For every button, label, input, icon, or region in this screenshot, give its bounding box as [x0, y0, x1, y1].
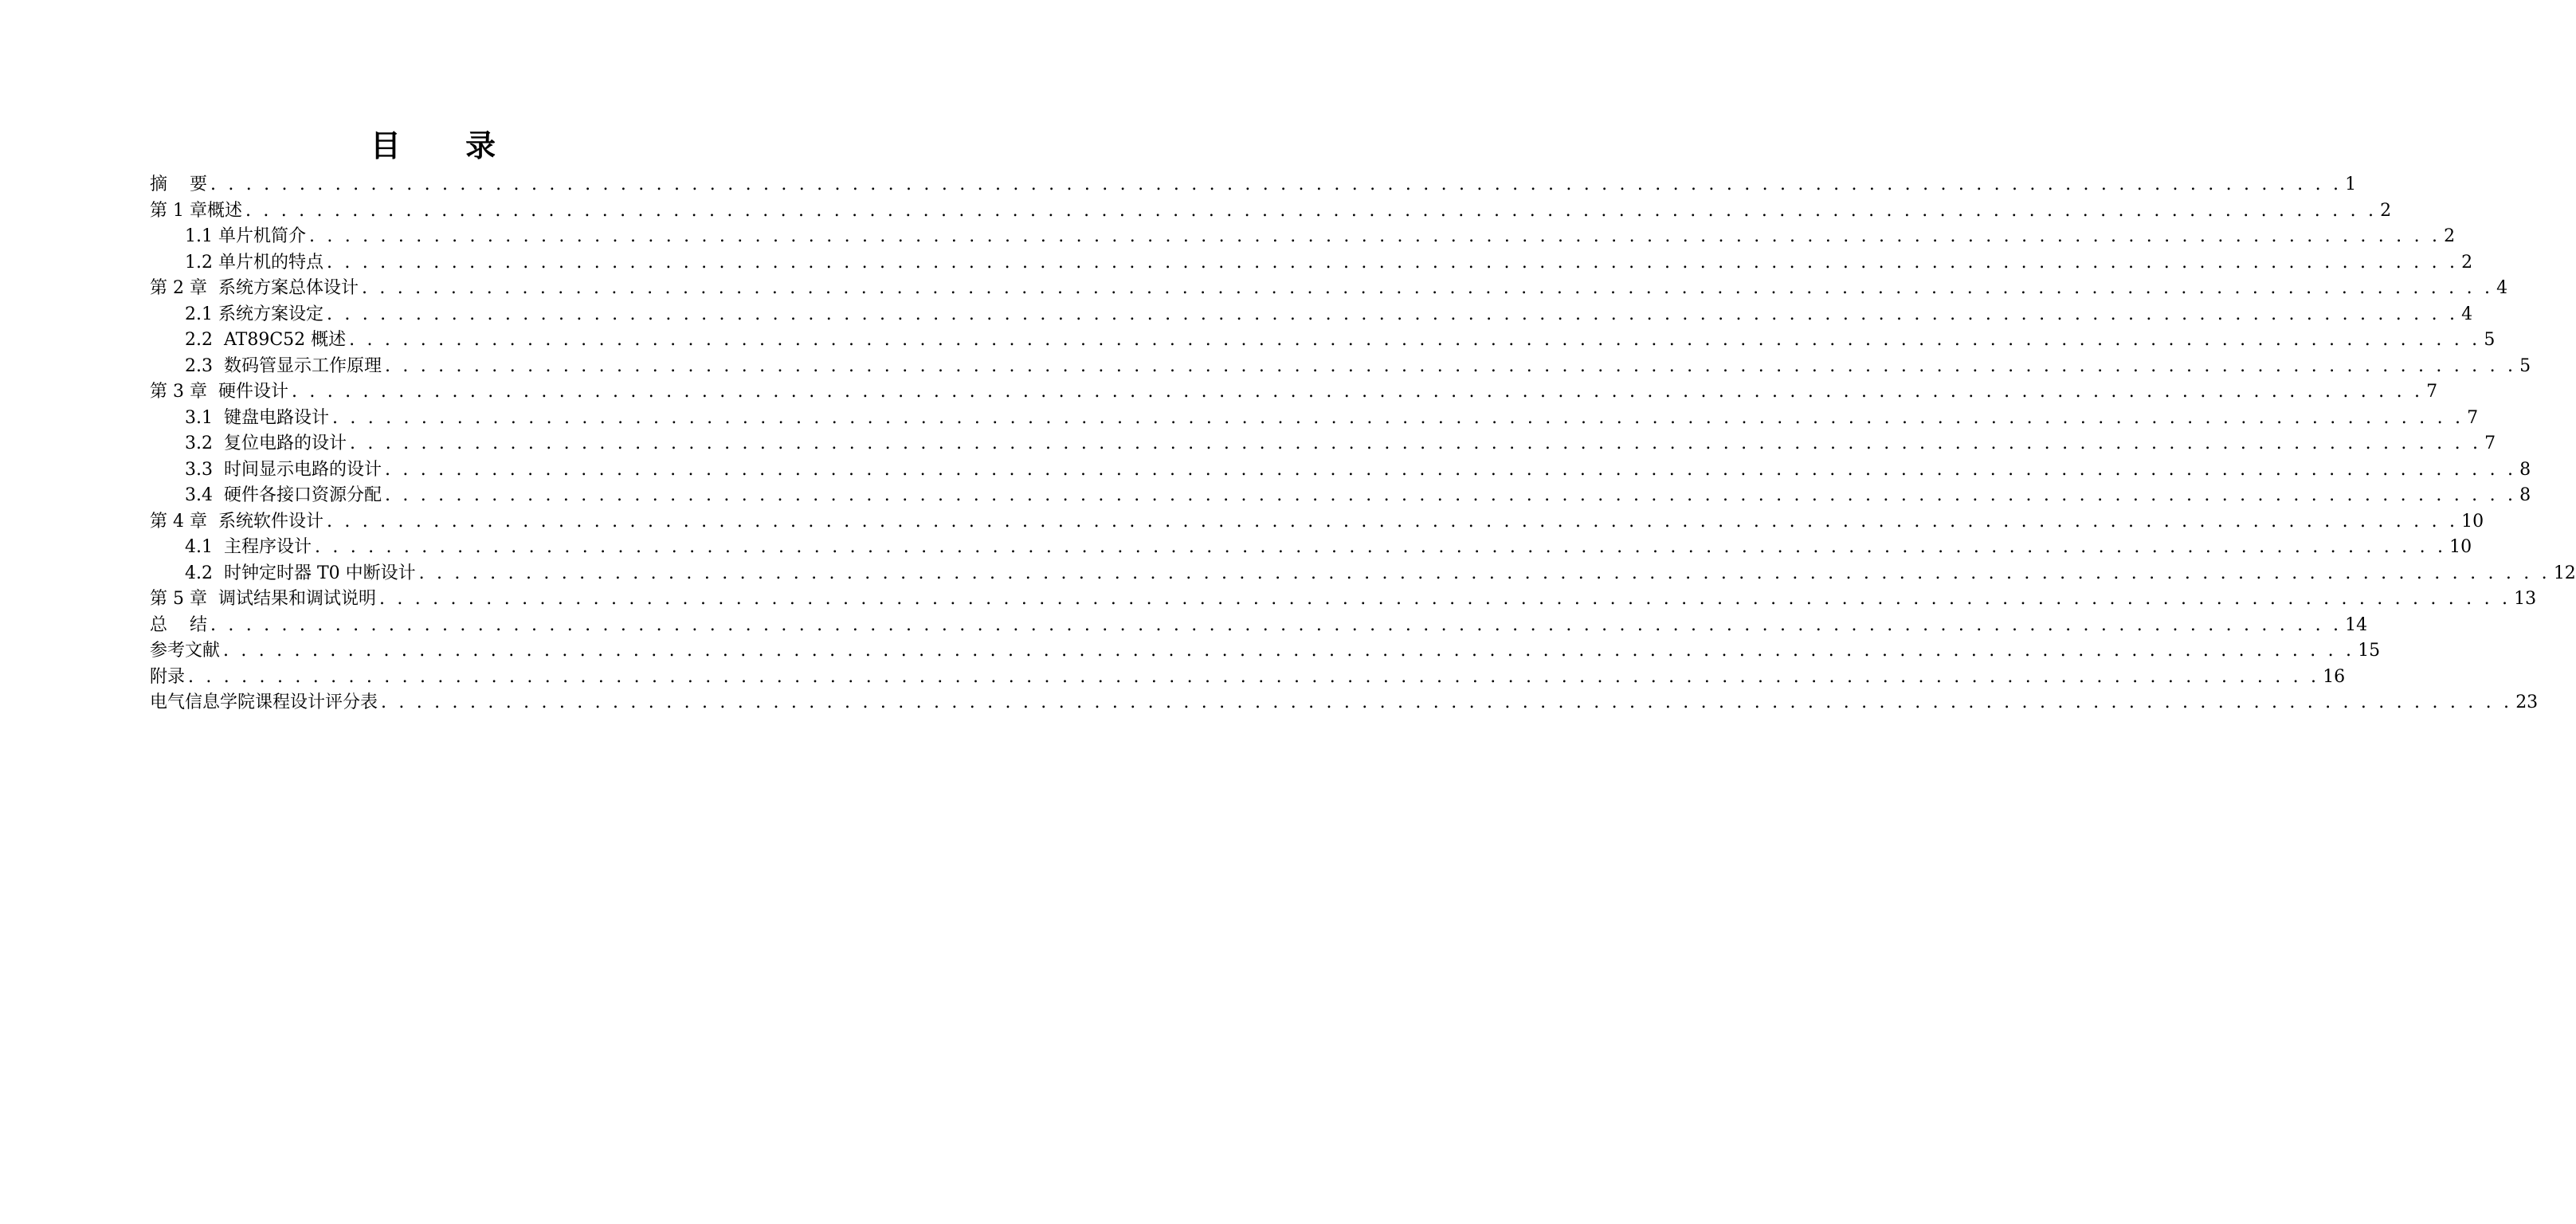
toc-dot-leader: . . . . . . . . . . . . . . . . . . . . . . . . . . . . . . . . . . . . . . . . . . . . . . . . . . . . . . . . . . . . . . . . . . . . . . . . . . . . . . . . . . . . . . . . . . . . . . . . . . . . . . . . . . . . . . . . . . . . . . . . — [349, 330, 2481, 350]
toc-entry-label: 摘 要 — [150, 175, 207, 194]
toc-page-number: 2 — [2444, 226, 2456, 246]
toc-entry-label: 1.2 单片机的特点 — [185, 252, 323, 273]
toc-chapter-entry[interactable] — [150, 198, 2392, 225]
toc-page-number: 5 — [2519, 355, 2531, 376]
toc-subsection-entry[interactable] — [150, 224, 2456, 250]
toc-dot-leader: . . . . . . . . . . . . . . . . . . . . . . . . . . . . . . . . . . . . . . . . . . . . . . . . . . . . . . . . . . . . . . . . . . . . . . . . . . . . . . . . . . . . . . . . . . . . . . . . . . . . . . . . . . . . . . . . . . . . . . . . — [381, 692, 2513, 712]
toc-entry-label: 3.2 复位电路的设计 — [185, 434, 347, 453]
toc-page-number: 1 — [2345, 175, 2357, 194]
toc-subsection-entry[interactable] — [150, 561, 2576, 587]
toc-page-number: 5 — [2484, 330, 2496, 350]
toc-dot-leader: . . . . . . . . . . . . . . . . . . . . . . . . . . . . . . . . . . . . . . . . . . . . . . . . . . . . . . . . . . . . . . . . . . . . . . . . . . . . . . . . . . . . . . . . . . . . . . . . . . . . . . . . . . . . . . . . . . . . . . . . — [326, 304, 2459, 324]
toc-chapter-entry[interactable] — [150, 638, 2381, 665]
toc-page-number: 4 — [2461, 304, 2473, 324]
toc-chapter-entry[interactable] — [150, 586, 2537, 613]
toc-entry-label: 4.1 主程序设计 — [185, 537, 312, 557]
toc-subsection-entry[interactable] — [150, 431, 2496, 457]
toc-dot-leader: . . . . . . . . . . . . . . . . . . . . . . . . . . . . . . . . . . . . . . . . . . . . . . . . . . . . . . . . . . . . . . . . . . . . . . . . . . . . . . . . . . . . . . . . . . . . . . . . . . . . . . . . . . . . . . . . . . . . . . . . — [291, 382, 2424, 402]
toc-page-number: 7 — [2467, 407, 2479, 428]
toc-subsection-entry[interactable] — [150, 354, 2531, 380]
toc-chapter-entry[interactable] — [150, 172, 2357, 198]
toc-page-number: 2 — [2380, 200, 2392, 221]
toc-chapter-entry[interactable] — [150, 379, 2438, 406]
toc-subsection-entry[interactable] — [150, 302, 2473, 328]
toc-entry-label: 4.2 时钟定时器 T0 中断设计 — [185, 563, 416, 583]
toc-dot-leader: . . . . . . . . . . . . . . . . . . . . . . . . . . . . . . . . . . . . . . . . . . . . . . . . . . . . . . . . . . . . . . . . . . . . . . . . . . . . . . . . . . . . . . . . . . . . . . . . . . . . . . . . . . . . . . . . . . . . . . . . — [384, 485, 2517, 505]
toc-dot-leader: . . . . . . . . . . . . . . . . . . . . . . . . . . . . . . . . . . . . . . . . . . . . . . . . . . . . . . . . . . . . . . . . . . . . . . . . . . . . . . . . . . . . . . . . . . . . . . . . . . . . . . . . . . . . . . . . . . . . . . . . — [314, 537, 2447, 557]
toc-entry-label: 3.4 硬件各接口资源分配 — [185, 485, 382, 505]
toc-subsection-entry[interactable] — [150, 406, 2479, 432]
toc-entry-label: 参考文献 — [150, 641, 221, 661]
toc-page-number: 13 — [2514, 589, 2537, 609]
toc-page-number: 23 — [2515, 692, 2539, 712]
toc-page-number: 7 — [2484, 434, 2496, 453]
toc-entry-label: 总 结 — [150, 614, 207, 635]
toc-dot-leader: . . . . . . . . . . . . . . . . . . . . . . . . . . . . . . . . . . . . . . . . . . . . . . . . . . . . . . . . . . . . . . . . . . . . . . . . . . . . . . . . . . . . . . . . . . . . . . . . . . . . . . . . . . . . . . . . . . . . . . . . — [418, 563, 2551, 583]
toc-entry-label: 第 4 章 系统软件设计 — [150, 511, 323, 532]
toc-dot-leader: . . . . . . . . . . . . . . . . . . . . . . . . . . . . . . . . . . . . . . . . . . . . . . . . . . . . . . . . . . . . . . . . . . . . . . . . . . . . . . . . . . . . . . . . . . . . . . . . . . . . . . . . . . . . . . . . . . . . . . . . — [326, 511, 2459, 532]
toc-page-number: 15 — [2358, 641, 2381, 661]
toc-entry-label: 电气信息学院课程设计评分表 — [150, 692, 378, 712]
toc-subsection-entry[interactable] — [150, 483, 2531, 509]
toc-page-number: 16 — [2323, 666, 2346, 687]
toc-entry-label: 2.1 系统方案设定 — [185, 304, 323, 324]
table-of-contents — [150, 172, 2576, 716]
toc-subsection-entry[interactable] — [150, 535, 2472, 561]
toc-entry-label: 第 2 章 系统方案总体设计 — [150, 278, 359, 298]
toc-page-number: 12 — [2553, 563, 2576, 583]
toc-subsection-entry[interactable] — [150, 328, 2496, 354]
toc-entry-label: 第 3 章 硬件设计 — [150, 382, 288, 402]
toc-dot-leader: . . . . . . . . . . . . . . . . . . . . . . . . . . . . . . . . . . . . . . . . . . . . . . . . . . . . . . . . . . . . . . . . . . . . . . . . . . . . . . . . . . . . . . . . . . . . . . . . . . . . . . . . . . . . . . . . . . . . . . . . — [349, 434, 2482, 453]
toc-page-number: 10 — [2461, 511, 2484, 532]
toc-dot-leader: . . . . . . . . . . . . . . . . . . . . . . . . . . . . . . . . . . . . . . . . . . . . . . . . . . . . . . . . . . . . . . . . . . . . . . . . . . . . . . . . . . . . . . . . . . . . . . . . . . . . . . . . . . . . . . . . . . . . . . . . — [245, 200, 2378, 221]
toc-page-number: 14 — [2345, 614, 2368, 635]
toc-page-number: 2 — [2461, 252, 2473, 273]
toc-entry-label: 第 1 章概述 — [150, 200, 242, 221]
toc-entry-label: 附录 — [150, 666, 186, 687]
toc-page-number: 7 — [2426, 382, 2438, 402]
toc-dot-leader: . . . . . . . . . . . . . . . . . . . . . . . . . . . . . . . . . . . . . . . . . . . . . . . . . . . . . . . . . . . . . . . . . . . . . . . . . . . . . . . . . . . . . . . . . . . . . . . . . . . . . . . . . . . . . . . . . . . . . . . . — [210, 614, 2343, 635]
toc-dot-leader: . . . . . . . . . . . . . . . . . . . . . . . . . . . . . . . . . . . . . . . . . . . . . . . . . . . . . . . . . . . . . . . . . . . . . . . . . . . . . . . . . . . . . . . . . . . . . . . . . . . . . . . . . . . . . . . . . . . . . . . . — [210, 175, 2343, 194]
toc-subsection-entry[interactable] — [150, 250, 2473, 277]
toc-page-number: 8 — [2519, 485, 2531, 505]
toc-entry-label: 3.3 时间显示电路的设计 — [185, 459, 382, 480]
toc-dot-leader: . . . . . . . . . . . . . . . . . . . . . . . . . . . . . . . . . . . . . . . . . . . . . . . . . . . . . . . . . . . . . . . . . . . . . . . . . . . . . . . . . . . . . . . . . . . . . . . . . . . . . . . . . . . . . . . . . . . . . . . . — [223, 641, 2355, 661]
toc-chapter-entry[interactable] — [150, 613, 2368, 639]
toc-dot-leader: . . . . . . . . . . . . . . . . . . . . . . . . . . . . . . . . . . . . . . . . . . . . . . . . . . . . . . . . . . . . . . . . . . . . . . . . . . . . . . . . . . . . . . . . . . . . . . . . . . . . . . . . . . . . . . . . . . . . . . . . — [384, 355, 2517, 376]
toc-entry-label: 第 5 章 调试结果和调试说明 — [150, 589, 376, 609]
toc-chapter-entry[interactable] — [150, 690, 2539, 716]
toc-dot-leader: . . . . . . . . . . . . . . . . . . . . . . . . . . . . . . . . . . . . . . . . . . . . . . . . . . . . . . . . . . . . . . . . . . . . . . . . . . . . . . . . . . . . . . . . . . . . . . . . . . . . . . . . . . . . . . . . . . . . . . . . — [384, 459, 2517, 480]
toc-chapter-entry[interactable] — [150, 665, 2346, 691]
toc-chapter-entry[interactable] — [150, 276, 2508, 302]
page-title: 目 录 — [370, 128, 523, 163]
toc-page-number: 8 — [2519, 459, 2531, 480]
toc-dot-leader: . . . . . . . . . . . . . . . . . . . . . . . . . . . . . . . . . . . . . . . . . . . . . . . . . . . . . . . . . . . . . . . . . . . . . . . . . . . . . . . . . . . . . . . . . . . . . . . . . . . . . . . . . . . . . . . . . . . . . . . . — [326, 252, 2459, 273]
toc-dot-leader: . . . . . . . . . . . . . . . . . . . . . . . . . . . . . . . . . . . . . . . . . . . . . . . . . . . . . . . . . . . . . . . . . . . . . . . . . . . . . . . . . . . . . . . . . . . . . . . . . . . . . . . . . . . . . . . . . . . . . . . . — [188, 666, 2320, 687]
toc-dot-leader: . . . . . . . . . . . . . . . . . . . . . . . . . . . . . . . . . . . . . . . . . . . . . . . . . . . . . . . . . . . . . . . . . . . . . . . . . . . . . . . . . . . . . . . . . . . . . . . . . . . . . . . . . . . . . . . . . . . . . . . . — [331, 407, 2464, 428]
toc-dot-leader: . . . . . . . . . . . . . . . . . . . . . . . . . . . . . . . . . . . . . . . . . . . . . . . . . . . . . . . . . . . . . . . . . . . . . . . . . . . . . . . . . . . . . . . . . . . . . . . . . . . . . . . . . . . . . . . . . . . . . . . . — [308, 226, 2441, 246]
toc-entry-label: 1.1 单片机简介 — [185, 226, 306, 246]
toc-subsection-entry[interactable] — [150, 457, 2531, 484]
toc-dot-leader: . . . . . . . . . . . . . . . . . . . . . . . . . . . . . . . . . . . . . . . . . . . . . . . . . . . . . . . . . . . . . . . . . . . . . . . . . . . . . . . . . . . . . . . . . . . . . . . . . . . . . . . . . . . . . . . . . . . . . . . . — [361, 278, 2494, 298]
toc-entry-label: 2.3 数码管显示工作原理 — [185, 355, 382, 376]
toc-entry-label: 3.1 键盘电路设计 — [185, 407, 329, 428]
toc-page-number: 10 — [2449, 537, 2472, 557]
toc-chapter-entry[interactable] — [150, 509, 2484, 536]
toc-dot-leader: . . . . . . . . . . . . . . . . . . . . . . . . . . . . . . . . . . . . . . . . . . . . . . . . . . . . . . . . . . . . . . . . . . . . . . . . . . . . . . . . . . . . . . . . . . . . . . . . . . . . . . . . . . . . . . . . . . . . . . . . — [378, 589, 2511, 609]
toc-page-number: 4 — [2496, 278, 2508, 298]
toc-entry-label: 2.2 AT89C52 概述 — [185, 330, 347, 350]
